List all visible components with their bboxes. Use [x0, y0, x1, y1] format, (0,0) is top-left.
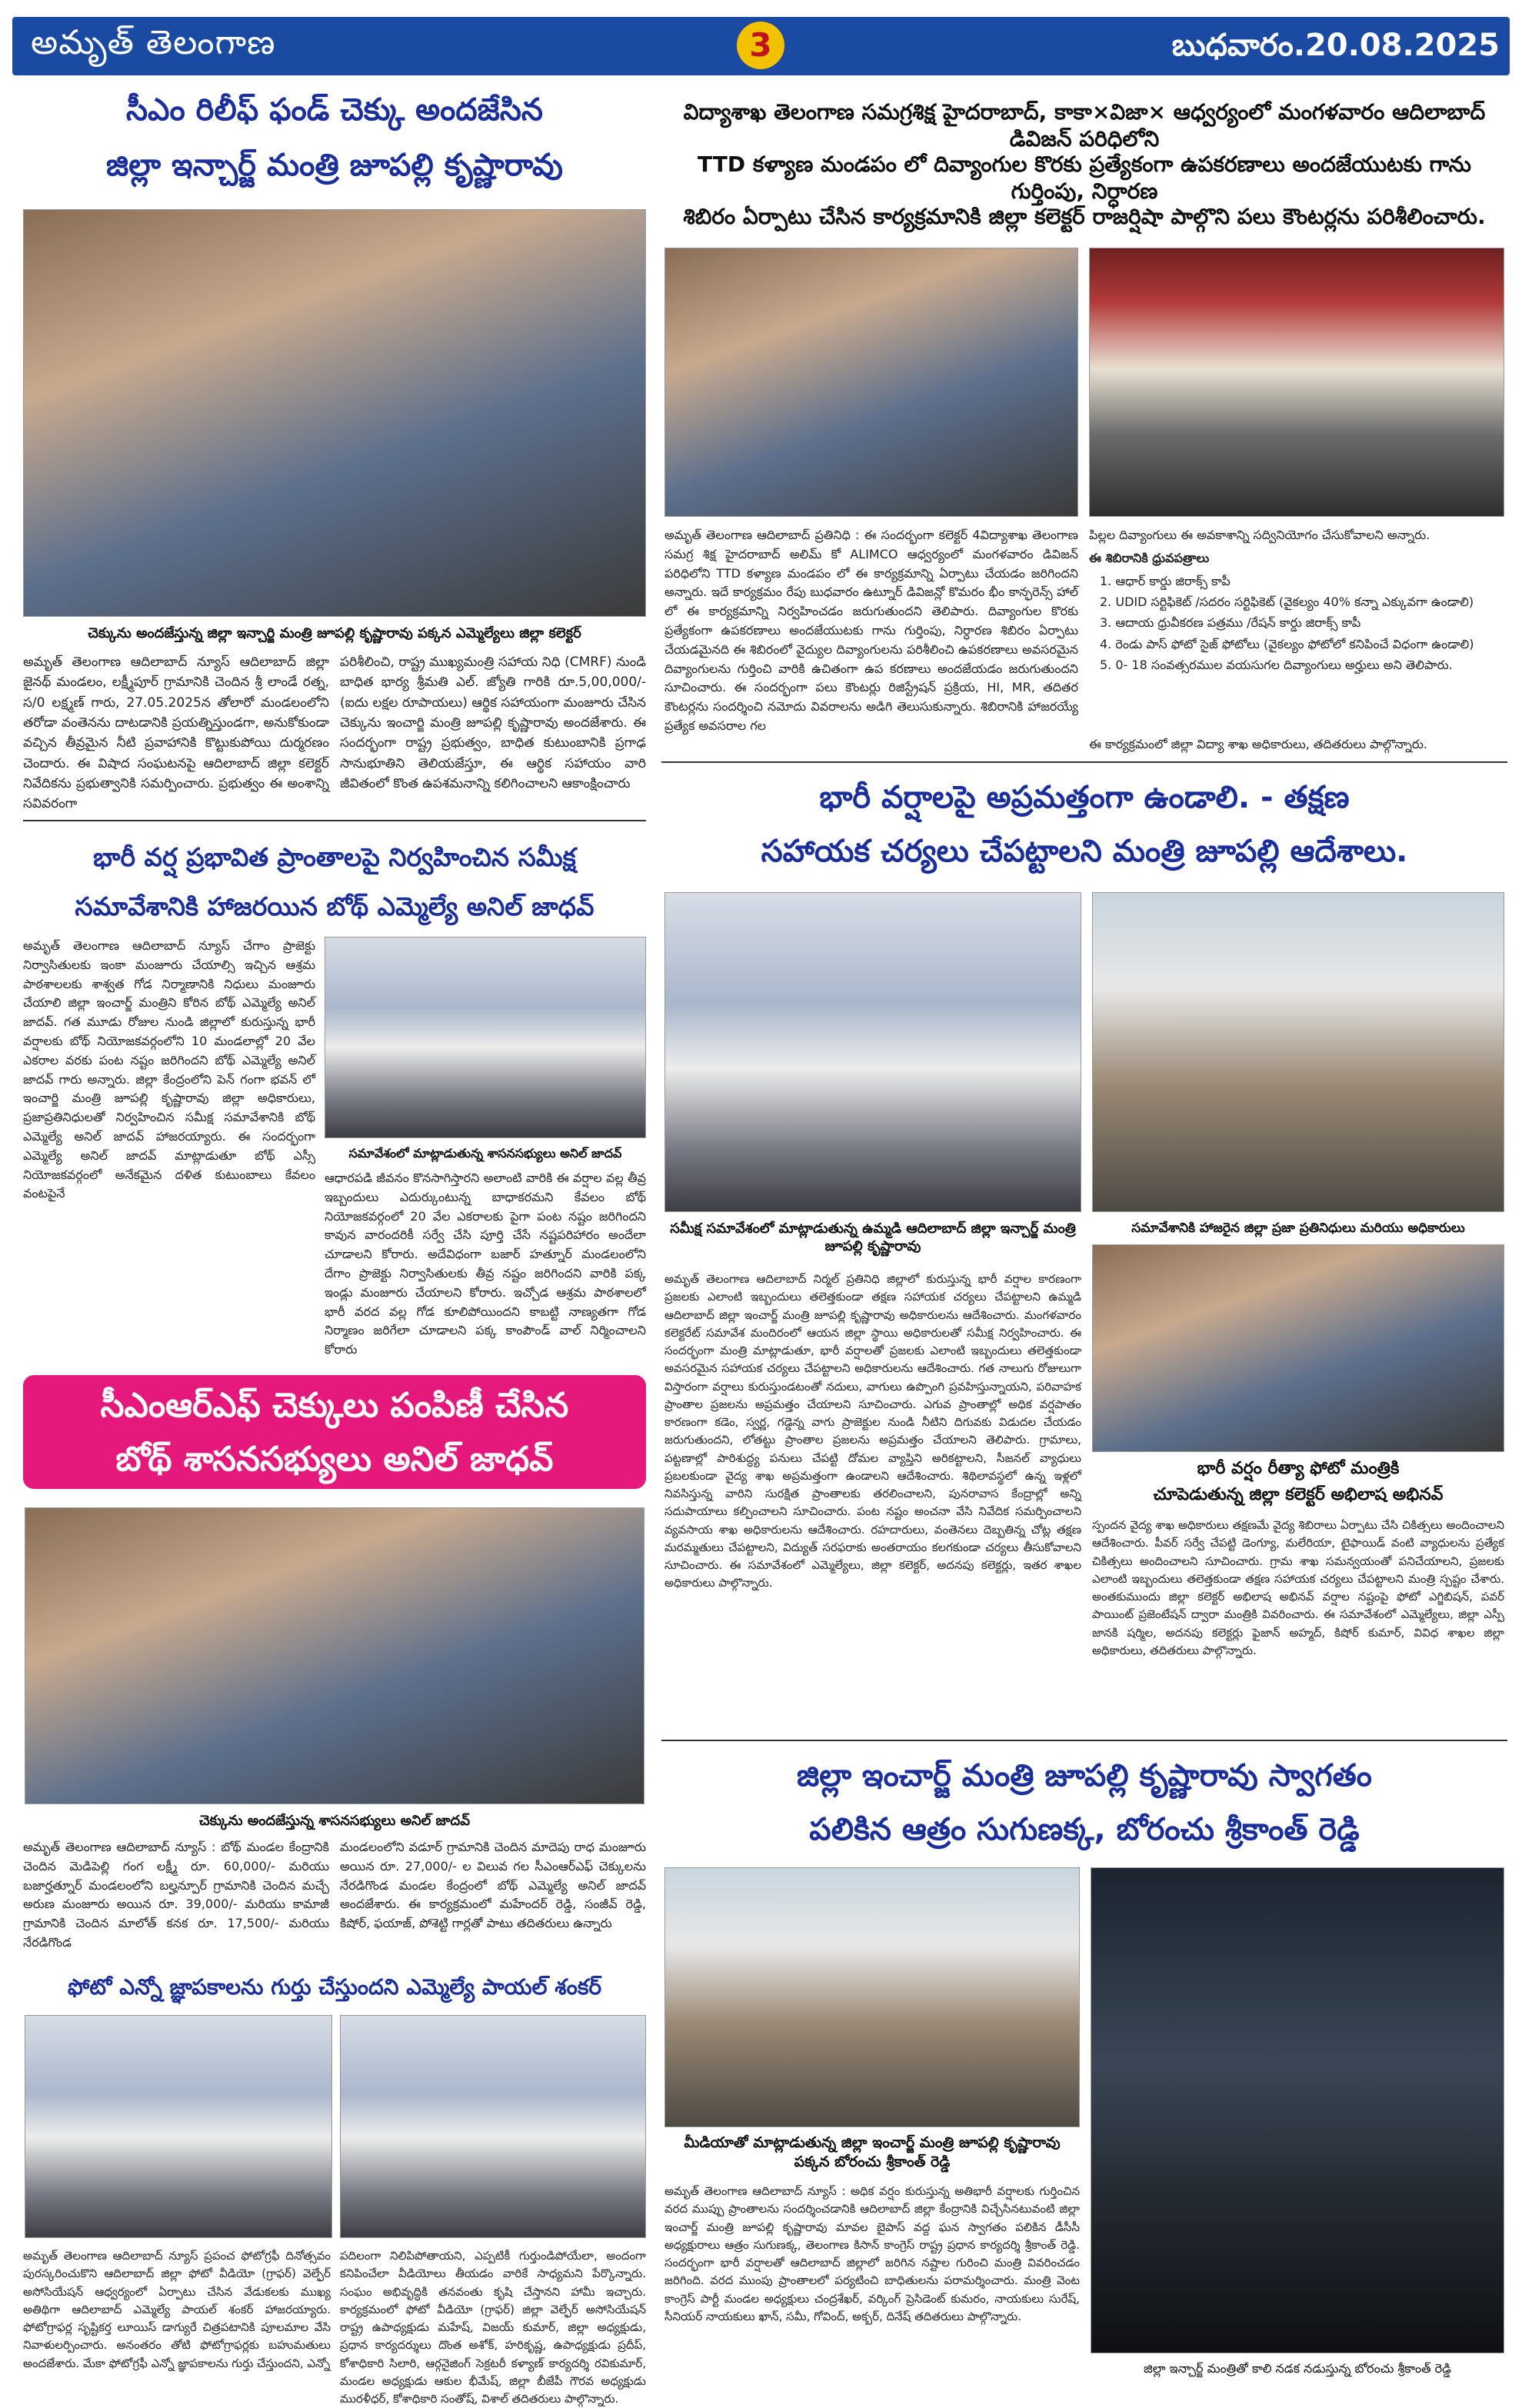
story5-headline-2: బోథ్ శాసనసభ్యులు అనిల్ జాధవ్ — [115, 1440, 554, 1479]
list-item: 3. ఆదాయ ధ్రువీకరణ పత్రము /రేషన్ కార్డు జిరాక్స్ కాపీ — [1100, 615, 1361, 631]
list-item: 5. 0- 18 సంవత్సరముల వయసుగల దివ్యాంగులు అర్హులు అని తెలిపారు. — [1100, 657, 1453, 672]
story7-photo-2 — [1091, 1867, 1504, 2353]
story4-caption-photo3-1: భారీ వర్షం రీత్యా ఫోటో మంత్రికి — [1197, 1459, 1400, 1478]
story1-photo — [23, 209, 646, 617]
story4-photo-1 — [664, 892, 1081, 1212]
story3-photo — [325, 937, 646, 1138]
story5-photo — [25, 1507, 644, 1804]
story1-body-col2: పరిశీలించి, రాష్ట్ర ముఖ్యమంత్రి సహాయ నిధి (CMRF) నుండి బాధిత భార్య శ్రీమతి ఎల్. జ్యోతి గారికి రూ.5,00,000/- (ఐదు లక్షల రూపాయలు) ఆర్థిక సహాయంగా మంజూరు చేసిన చెక్కును ఇంచార్జి మంత్రి జూపల్లి కృష్ణారావు అందజేశారు. ఈ సందర్భంగా రాష్ట్ర ప్రభుత్వం, బాధిత కుటుంబానికి ప్రగాఢ సానుభూతిని తెలియజేస్తూ, ఈ ఆర్థిక సహాయం వారి జీవితంలో కొంత ఉపశమనాన్ని కలిగించాలని ఆకాంక్షించారు — [340, 654, 646, 792]
story1-body-col1: అమృత్ తెలంగాణ ఆదిలాబాద్ న్యూస్ ఆదిలాబాద్ జిల్లా జైనథ్ మండలం, లక్ష్మీపూర్ గ్రామానికి చెందిన శ్రీ లాండే రత్న, స/0 లక్ష్మణ్ గారు, 27.05.2025న తోలారో మండలంలోని తరోడా వంతెనను దాటడానికి ప్రయత్నిస్తుండగా, అనుకోకుండా వచ్చిన తీవ్రమైన నీటి ప్రవాహానికి కొట్టుకుపోయి దుర్మరణం చెందారు. ఈ విషాద సంఘటనపై ఆదిలాబాద్ జిల్లా కలెక్టర్ నివేదికను ప్రభుత్వానికి సమర్పించారు. ప్రభుత్వం ఈ అంశాన్ని సవివరంగా — [23, 654, 329, 812]
page-number-badge: 3 — [737, 22, 784, 69]
story4-body-left: అమృత్ తెలంగాణ ఆదిలాబాద్ నిర్మల్ ప్రతినిధి జిల్లాలో కురుస్తున్న భారీ వర్షాల కారణంగా ప్రజలకు ఎలాంటి ఇబ్బందులు తలెత్తకుండా తక్షణ సహాయక చర్యలు చేపట్టాలని ఉమ్మడి ఆదిలాబాద్ జిల్లా ఇంచార్జ్ మంత్రి జూపల్లి కృష్ణారావు అధికారులను ఆదేశించారు. మంగళవారం కలెక్టరేట్ సమావేశ మందిరంలో ఆయన జిల్లా స్థాయి అధికారులతో సమీక్ష నిర్వహించారు. ఈ సందర్భంగా మంత్రి మాట్లాడుతూ, భారీ వర్షాలతో ప్రజలకు ఎలాంటి ఇబ్బందులు తలెత్తకుండా అవసరమైన సహాయక చర్యలు చేపట్టాలని అధికారులను ఆదేశించారు. గత నాలుగు రోజులుగా విస్తారంగా వర్షాలు కురుస్తుండటంతో నదులు, వాగులు ఉప్పొంగి ప్రవహిస్తున్నాయని, పరివాహక ప్రాంతాల ప్రజలను అప్రమత్తం చేయాలని సూచించారు. ఎగువ ప్రాంతాల్లో అధిక వర్షపాతం కారణంగా కడెం, స్వర్ణ, గడ్డెన్న వాగు ప్రాజెక్టుల నుండి నీటిని దిగువకు విడుదల చేయడం జరుగుతుందని, లోతట్టు ప్రాంతాల ప్రజలను అప్రమత్తం చేయాలని తెలిపారు. గ్రామాలు, పట్టణాల్లో పారిశుద్ధ్య పనులు చేపట్టి దోమల వ్యాప్తిని అరికట్టాలని, సీజనల్ వ్యాధులు ప్రబలకుండా వైద్య శాఖ అప్రమత్తంగా ఉండాలని ఆదేశించారు. శిథిలావస్థలో ఉన్న ఇళ్లలో నివసిస్తున్న వారిని సురక్షిత ప్రాంతాలకు తరలించాలని, పునరావాస కేంద్రాల్లో అన్ని సదుపాయాలు కల్పించాలని సూచించారు. పంట నష్టం అంచనా వేసి నివేదిక సమర్పించాలని వ్యవసాయ శాఖ అధికారులను ఆదేశించారు. రహదారులు, వంతెనలు దెబ్బతిన్న చోట్ల తక్షణ మరమ్మతులు చేపట్టాలని, విద్యుత్ సరఫరాకు అంతరాయం కలగకుండా చర్యలు తీసుకోవాలని సూచించారు. ఈ సమావేశంలో ఎమ్మెల్యేలు, జిల్లా కలెక్టర్, అదనపు కలెక్టర్లు, ఇతర శాఖల అధికారులు పాల్గొన్నారు. — [664, 1272, 1081, 1590]
divider — [661, 1740, 1507, 1741]
story5-body-right: మండలంలోని వడూర్ గ్రామానికి చెందిన మాదెపు రాధ మంజూరు అయిన రూ. 27,000/- ల విలువ గల సీఎంఆర్ఎఫ్ చెక్కులను నేరడిగొండ మండల కేంద్రంలో బోథ్ ఎమ్మెల్యే అనిల్ జాదవ్ అందజేశారు. ఈ కార్యక్రమంలో మహేందర్ రెడ్డి, సంజీవ్ రెడ్డి, కిషోర్, ఫయాజ్, పోశెట్టి గార్లతో పాటు తదితరులు ఉన్నారు — [340, 1840, 646, 1931]
story2-headline-2: TTD కళ్యాణ మండపం లో దివ్యాంగుల కొరకు ప్రత్యేకంగా ఉపకరణాలు అందజేయుటకు గాను గుర్తింపు, నిర్ధారణ — [698, 152, 1471, 204]
issue-date: బుధవారం.20.08.2025 — [1171, 28, 1500, 63]
story3-body-left: అమృత్ తెలంగాణ ఆదిలాబాద్ న్యూస్ చేగాం ప్రాజెక్టు నిర్వాసితులకు ఇంకా మంజూరు చేయాల్సి ఇచ్చిన ఆశ్రమ పాఠశాలలకు శాశ్వత గోడ నిర్మాణానికి నిధులు మంజూరు చేయాలి జిల్లా ఇంచార్జ్ మంత్రిని కోరిన బోథ్ ఎమ్మెల్యే అనిల్ జాదవ్. గత మూడు రోజుల నుండి జిల్లాలో కురుస్తున్న భారీ వర్షాలకు బోథ్ నియోజకవర్గంలోని 10 మండలాల్లో 20 వేల ఎకరాల వరకు పంట నష్టం జరిగిందని బోథ్ ఎమ్మెల్యే అనిల్ జాదవ్ గారు అన్నారు. జిల్లా కేంద్రంలోని పెన్ గంగా భవన్ లో ఇంచార్జి మంత్రి జూపల్లి కృష్ణారావు జిల్లా అధికారులు, ప్రజాప్రతినిధులతో నిర్వహించిన సమీక్ష సమావేశానికి బోథ్ ఎమ్మెల్యే అనిల్ జాదవ్ హాజరయ్యారు. ఈ సందర్భంగా ఎమ్మెల్యే అనిల్ జాదవ్ మాట్లాడుతూ బోథ్ ఎస్సీ నియోజకవర్గంలో అనేకమైన దళిత కుటుంబాలు కేవలం వంటపైనే — [23, 938, 315, 1201]
story4-headline-1: భారీ వర్షాలపై అప్రమత్తంగా ఉండాలి. - తక్షణ — [819, 780, 1350, 815]
story7-photo-1 — [664, 1867, 1080, 2127]
story7-headline-2: పలికిన ఆత్రం సుగుణక్క, బోరంచు శ్రీకాంత్ రెడ్డి — [809, 1812, 1360, 1847]
story3-caption: సమావేశంలో మాట్లాడుతున్న శాసనసభ్యులు అనిల్ జాదవ్ — [348, 1146, 622, 1161]
story2-body-right-end: ఈ కార్యక్రమంలో జిల్లా విద్యా శాఖ అధికారులు, తదితరులు పాల్గొన్నారు. — [1089, 737, 1428, 751]
story2-doc-list — [1100, 571, 1504, 675]
story7-caption-left: మీడియాతో మాట్లాడుతున్న జిల్లా ఇంచార్జ్ మంత్రి జూపల్లి కృష్ణారావు పక్కన బోరంచు శ్రీకాంత్ రెడ్డి — [684, 2134, 1061, 2170]
story1-headline-1: సీఎం రిలీఫ్ ఫండ్ చెక్కు అందజేసిన — [125, 92, 544, 128]
story2-headline-3: శిబిరం ఏర్పాటు చేసిన కార్యక్రమానికి జిల్లా కలెక్టర్ రాజర్షిషా పాల్గొని పలు కౌంటర్లను పరిశీలించారు. — [683, 204, 1486, 229]
story4-headline-2: సహాయక చర్యలు చేపట్టాలని మంత్రి జూపల్లి ఆదేశాలు. — [761, 834, 1408, 869]
story5-body-left: అమృత్ తెలంగాణ ఆదిలాబాద్ న్యూస్ : బోథ్ మండల కేంద్రానికి చెందిన మెడిపెల్లి గంగ లక్ష్మీ రూ. 60,000/- మరియు బజార్హత్నూర్ మండలంలోని బల్హన్పూర్ గ్రామానికి చెందిన మచ్చే అరుణ మంజూరు అయిన రూ. 39,000/- మరియు కామాజీ గ్రామానికి చెందిన మాలోత్ కనక రూ. 17,500/- మరియు నేరడిగొండ — [23, 1840, 329, 1950]
story3-headline-1: భారీ వర్ష ప్రభావిత ప్రాంతాలపై నిర్వహించిన సమీక్ష — [93, 842, 576, 872]
story7-body: అమృత్ తెలంగాణ ఆదిలాబాద్ న్యూస్ : అధిక వర్షం కురుస్తున్న అతిభారీ వర్షాలకు గుర్తించిన వరద ముప్పు ప్రాంతాలను సందర్శించడానికి ఆదిలాబాద్ జిల్లా కేంద్రానికి విచ్చేసినటువంటి జిల్లా ఇంచార్జ్ మంత్రి జూపల్లి కృష్ణారావు మావల బైపాస్ వద్ద ఘన స్వాగతం పలికిన డీసీసీ అధ్యక్షురాలు ఆత్రం సుగుణక్క, తెలంగాణ కిసాన్ కాంగ్రెస్ రాష్ట్ర ప్రధాన కార్యదర్శి శ్రీకాంత్ రెడ్డి. సందర్భంగా భారీ వర్షాలతో ఆదిలాబాద్ జిల్లాలో జరిగిన నష్టాల గురించి మంత్రి వివరించడం జరిగింది. వరద ముంపు ప్రాంతాలలో పర్యటించి బాధితులను పరామర్శించారు. మంత్రి వెంట కాంగ్రెస్ పార్టీ మండల అధ్యక్షులు చంద్రశేఖర్, వర్కింగ్ ప్రెసిడెంట్ కుమరం, నాయకులు సురేష్, సీనియర్ నాయకులు ఖాన్, సమీ, గోవింద్, అక్బర్, దినేష్ తదితరులు పాల్గొన్నారు. — [664, 2184, 1080, 2323]
story2-headline-1: విద్యాశాఖ తెలంగాణ సమగ్రశిక్ష హైదరాబాద్, కాకా×విజా× ఆధ్వర్యంలో మంగళవారం ఆదిలాబాద్ డివిజన్ పరిధిలోని — [683, 99, 1486, 152]
story6-body-left: అమృత్ తెలంగాణ ఆదిలాబాద్ న్యూస్ ప్రపంచ ఫోటోగ్రఫీ దినోత్సవం పురస్కరించుకొని ఆదిలాబాద్ జిల్లా ఫోటో వీడియో (గ్రాఫర్) వెల్ఫేర్ అసోసియేషన్ ఆధ్వర్యంలో ఏర్పాటు చేసిన వేడుకలకు ముఖ్య అతిథిగా ఆదిలాబాద్ ఎమ్మెల్యే పాయల్ శంకర్ హాజరయ్యారు. ఫోటోగ్రాఫర్ల సృష్టికర్త లూయిస్ డాగ్యురే చిత్రపటానికి పూలమాల వేసి నివాళులర్పించారు. అనంతరం తోటి ఫోటోగ్రాఫర్లకు బహుమతులు అందజేశారు. మేకా ఫోటోగ్రఫీ ఎన్నో జ్ఞాపకాలను గుర్తు చేస్తుందని, ఎన్నో — [23, 2249, 331, 2370]
story6-body-right: పదిలంగా నిలిపిపోతాయని, ఎప్పటికీ గుర్తుండిపోయేలా, అందంగా కనిపించేలా వీడియోలు తీయడం వారికే సాధ్యమని పేర్కొన్నారు. సంఘం అభివృద్ధికి తనవంతు కృషి చేస్తానని హామీ ఇచ్చారు. కార్యక్రమంలో ఫోటో వీడియో (గ్రాఫర్) జిల్లా వెల్ఫేర్ అసోసియేషన్ రాష్ట్ర ఉపాధ్యక్షుడు మహేష్, విజయ్ కుమార్, జిల్లా అధ్యక్షుడు, ప్రధాన కార్యదర్శులు దొంత అశోక్, హరికృష్ణ, ఉపాధ్యక్షుడు ప్రదీప్, కోశాధికారి సిలారి, ఆర్గనైజింగ్ సెక్రటరీ కళ్యాణ్ కార్యదర్శి రవికుమార్, మండల అధ్యక్షుడు ఆకుల భీమేష్, జిల్లా బీజేపీ గౌరవ అధ్యక్షుడు మురళీధర్, కోశాధికారి సంతోష్, విశాల్ తదితరులు పాల్గొన్నారు. — [340, 2249, 646, 2406]
list-item: 4. రెండు పాస్ ఫోటో సైజ్ ఫోటోలు (వైకల్యం ఫోటోలో కనిపించే విధంగా ఉండాలి) — [1100, 636, 1474, 651]
story3-body-right: ఆధారపడి జీవనం కొనసాగిస్తారని అలాంటి వారికి ఈ వర్షాల వల్ల తీవ్ర ఇబ్బందులు ఎదుర్కుంటున్న బాధాకరమని కేవలం బోథ్ నియోజకవర్గంలో 20 వేల ఎకరాలకు పైగా పంట నష్టం జరిగిందని కావున వారందరికీ సర్వే చేసి పూర్తి చేసే నష్టపరిహారం అందేలా చూడాలని కోరారు. అదేవిధంగా బజార్ హత్నూర్ మండలంలోని దేగాం ప్రాజెక్టు నిర్వాసితులకు తీవ్ర నష్టం జరిగిందని వారికి పక్క ఇండ్లు మంజూరు చేయాలని కోరారు. ఇచ్చోడ ఆశ్రమ పాఠశాలలో భారీ వరద వల్ల గోడ కూలిపోయిందని కాబట్టి నాణ్యతగా గోడ నిర్మాణం జరిగేలా చూడాలని పక్క కాంపౌండ్ వాల్ నిర్మించాలని కోరారు — [325, 1171, 646, 1357]
story2-body-right-intro: పిల్లల దివ్యాంగులు ఈ అవకాశాన్ని సద్వినియోగం చేసుకోవాలని అన్నారు. — [1089, 528, 1430, 542]
story4-caption-right: సమావేశానికి హాజరైన జిల్లా ప్రజా ప్రతినిధులు మరియు అధికారులు — [1131, 1221, 1465, 1236]
story4-photo-3 — [1092, 1244, 1504, 1452]
story5-headline-1: సీఎంఆర్ఎఫ్ చెక్కులు పంపిణీ చేసిన — [100, 1386, 569, 1425]
story5-caption: చెక్కును అందజేస్తున్న శాసనసభ్యులు అనిల్ జాదవ్ — [198, 1813, 471, 1829]
story2-photo-2 — [1089, 248, 1504, 517]
story2-photo-1 — [664, 248, 1078, 517]
story3-headline-2: సమావేశానికి హాజరయిన బోథ్ ఎమ్మెల్యే అనిల్ జాధవ్ — [75, 891, 594, 921]
story6-headline: ఫోటో ఎన్నో జ్ఞాపకాలను గుర్తు చేస్తుందని ఎమ్మెల్యే పాయల్ శంకర్ — [67, 1974, 602, 2000]
story4-photo-2 — [1092, 892, 1504, 1212]
story7-headline-1: జిల్లా ఇంచార్జ్ మంత్రి జూపల్లి కృష్ణారావు స్వాగతం — [797, 1758, 1372, 1794]
story1-headline-2: జిల్లా ఇన్చార్జ్ మంత్రి జూపల్లి కృష్ణారావు — [106, 148, 563, 183]
story2-body-left: అమృత్ తెలంగాణ ఆదిలాబాద్ ప్రతినిధి : ఈ సందర్భంగా కలెక్టర్ 4విద్యాశాఖ తెలంగాణ సమగ్ర శిక్ష హైదరాబాద్ అలిమ్ కో ALIMCO ఆధ్వర్యంలో మంగళవారం డివిజన్ పరిధిలోని TTD కళ్యాణ మండపం లో ఈ కార్యక్రమాన్ని ఏర్పాటు చేయడం జరిగిందని అన్నారు. ఇదే కార్యక్రమం రేపు బుధవారం ఉట్నూర్ డివిజన్లో కొమరం భీం కాన్ఫరెన్స్ హాల్ లో ఈ కార్యక్రమాన్ని నిర్వహించడం జరుగుతుందని తెలిపారు. దివ్యాంగుల కొరకు ప్రత్యేకంగా ఉపకరణాలు అందజేయుటకు గాను గుర్తింపు, నిర్ధారణ శిబిరం ఏర్పాటు చేయడమైనది ఈ శిబిరంలో వైద్యుల దివ్యాంగులను పరిశీలించి ఉపకరణాలు అవసరమైన దివ్యాంగులను గుర్తించి వారికి ఉచితంగా ఉప కరణాలు అందజేయడం జరుగుతుందని సూచించారు. ఈ సందర్భంగా పలు కౌంటర్లు రిజిస్ట్రేషన్ ప్రక్రియ, HI, MR, తదితర కౌంటర్లను సందర్శించి నమోదు వివరాలను అడిగి తెలుసుకున్నారు. శిబిరానికి హాజరయ్యే ప్రత్యేక అవసరాల గల — [664, 528, 1078, 733]
story7-caption-right: జిల్లా ఇన్చార్జ్ మంత్రితో కాలి నడక నడుస్తున్న బోరంచు శ్రీకాంత్ రెడ్డి — [1144, 2361, 1451, 2376]
story6-photo-1 — [25, 2015, 332, 2238]
story4-caption-left: సమీక్ష సమావేశంలో మాట్లాడుతున్న ఉమ్మడి ఆదిలాబాద్ జిల్లా ఇన్చార్జ్ మంత్రి జూపల్లి కృష్ణారావు — [670, 1221, 1076, 1255]
story6-photo-2 — [340, 2015, 646, 2238]
newspaper-title: అమృత్ తెలంగాణ — [31, 23, 276, 62]
divider — [661, 761, 1507, 763]
story1-caption: చెక్కును అందజేస్తున్న జిల్లా ఇన్చార్జి మంత్రి జూపల్లి కృష్ణారావు పక్కన ఎమ్మెల్యేలు జిల్లా కలెక్టర్ — [88, 625, 581, 641]
list-item: 1. ఆధార్ కార్డు జిరాక్స్ కాపీ — [1100, 574, 1231, 588]
divider — [23, 820, 646, 821]
list-item: 2. UDID సర్టిఫికెట్ /సదరం సర్టిఫికెట్ (వైకల్యం 40% కన్నా ఎక్కువగా ఉండాలి) — [1100, 595, 1474, 610]
story4-body-right: స్పందన వైద్య శాఖ అధికారులు తక్షణమే వైద్య శిబిరాలు ఏర్పాటు చేసి చికిత్సలు అందించాలని ఆదేశించారు. పీవర్ సర్వే చేపట్టి డెంగ్యూ, మలేరియా, టైఫాయిడ్ వంటి వ్యాధులను ప్రత్యేక చికిత్సలు అందించాలని సూచించారు. గ్రామ శాఖ సమన్వయంతో పనిచేయాలని, ప్రజలకు ఎలాంటి ఇబ్బందులు తలెత్తకుండా తక్షణ సహాయక చర్యలు చేపట్టాలని మంత్రి స్పష్టం చేశారు. అంతకుముందు జిల్లా కలెక్టర్ అభిలాష అభినవ్ వర్షాల నష్టంపై ఫోటో ఎగ్జిబిషన్, పవర్ పాయింట్ ప్రజెంటేషన్ ద్వారా మంత్రికి వివరించారు. ఈ సమావేశంలో ఎమ్మెల్యేలు, జిల్లా ఎస్పీ జానకి షర్మిల, అదనపు కలెక్టర్లు ఫైజాన్ అహ్మద్, కిషోర్ కుమార్, వివిధ శాఖల జిల్లా అధికారులు, తదితరులు పాల్గొన్నారు. — [1092, 1518, 1504, 1657]
story2-docs-heading: ఈ శిబిరానికి ధ్రువపత్రాలు — [1089, 551, 1210, 565]
story4-caption-photo3-2: చూపెడుతున్న జిల్లా కలెక్టర్ అభిలాష అభినవ్ — [1153, 1485, 1444, 1504]
